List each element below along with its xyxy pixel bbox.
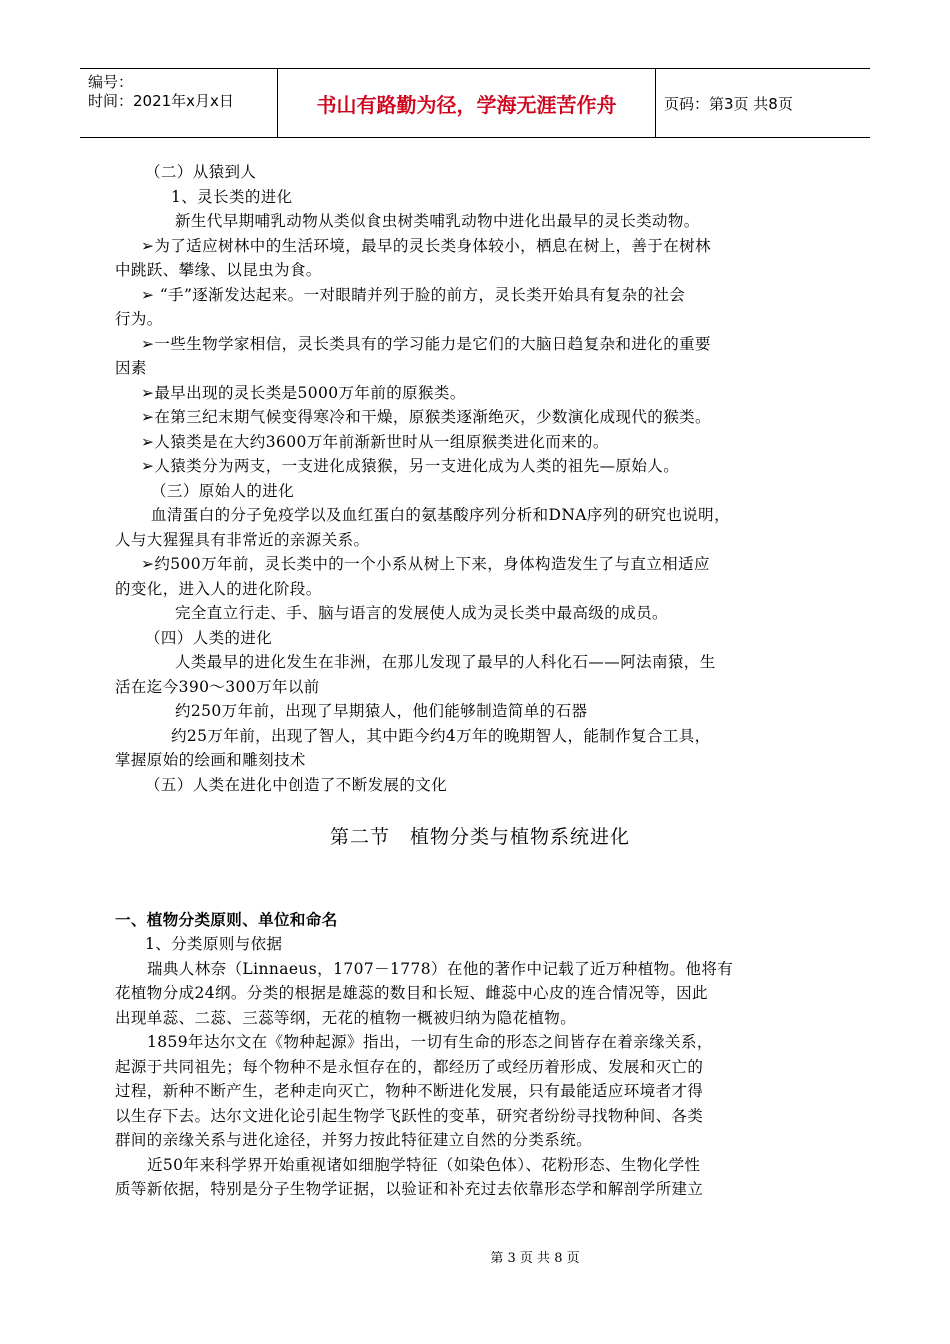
bullet-continuation: 中跳跃、攀缘、以昆虫为食。 bbox=[115, 261, 322, 279]
header-page-info: 页码：第3页 共8页 bbox=[664, 94, 793, 113]
paragraph-continuation: 群间的亲缘关系与进化途径，并努力按此特征建立自然的分类系统。 bbox=[115, 1131, 593, 1149]
paragraph: 人类最早的进化发生在非洲，在那儿发现了最早的人科化石——阿法南猿，生 bbox=[175, 653, 716, 671]
chapter-heading: 一、植物分类原则、单位和命名 bbox=[115, 910, 338, 929]
paragraph: 1859年达尔文在《物种起源》指出，一切有生命的形态之间皆存在着亲缘关系， bbox=[147, 1033, 713, 1051]
subsection-heading: （二）从猿到人 bbox=[145, 163, 257, 181]
paragraph-continuation: 过程，新种不断产生，老种走向灭亡，物种不断进化发展，只有最能适应环境者才得 bbox=[115, 1082, 704, 1100]
bullet-continuation: 行为。 bbox=[115, 310, 163, 328]
bullet-item: ➢一些生物学家相信，灵长类具有的学习能力是它们的大脑日趋复杂和进化的重要 bbox=[141, 334, 711, 353]
header-date-label: 时间：2021年x月x日 bbox=[88, 92, 234, 110]
bullet-item: ➢最早出现的灵长类是5000万年前的原猴类。 bbox=[141, 383, 466, 402]
subsection-heading: （三）原始人的进化 bbox=[151, 481, 295, 500]
paragraph: 血清蛋白的分子免疫学以及血红蛋白的氨基酸序列分析和DNA序列的研究也说明， bbox=[151, 506, 730, 524]
bullet-item: ➢人猿类是在大约3600万年前渐新世时从一组原猴类进化而来的。 bbox=[141, 432, 609, 451]
document-body bbox=[115, 160, 845, 1202]
paragraph: 完全直立行走、手、脑与语言的发展使人成为灵长类中最高级的成员。 bbox=[175, 604, 668, 622]
paragraph: 近50年来科学界开始重视诸如细胞学特征（如染色体）、花粉形态、生物化学性 bbox=[147, 1155, 701, 1174]
page-header bbox=[80, 68, 870, 138]
paragraph: 约25万年前，出现了智人，其中距今约4万年的晚期智人，能制作复合工具， bbox=[171, 726, 711, 745]
bullet-continuation: 因素 bbox=[115, 359, 147, 377]
paragraph-continuation: 活在迄今390～300万年以前 bbox=[115, 677, 320, 696]
page-footer: 第 3 页 共 8 页 bbox=[490, 1251, 580, 1266]
paragraph-continuation: 以生存下去。达尔文进化论引起生物学飞跃性的变革，研究者纷纷寻找物种间、各类 bbox=[115, 1106, 704, 1125]
bullet-item: ➢ “手”逐渐发达起来。一对眼睛并列于脸的前方，灵长类开始具有复杂的社会 bbox=[141, 285, 686, 304]
paragraph: 新生代早期哺乳动物从类似食虫树类哺乳动物中进化出最早的灵长类动物。 bbox=[175, 212, 700, 230]
header-motto: 书山有路勤为径，学海无涯苦作舟 bbox=[278, 69, 656, 137]
header-number-label: 编号： bbox=[88, 73, 134, 91]
subsection-heading: （四）人类的进化 bbox=[145, 628, 273, 647]
subsection-heading: （五）人类在进化中创造了不断发展的文化 bbox=[145, 775, 448, 794]
section-title: 第二节 植物分类与植物系统进化 bbox=[329, 826, 630, 848]
bullet-item: ➢约500万年前，灵长类中的一个小系从树上下来，身体构造发生了与直立相适应 bbox=[141, 555, 710, 573]
paragraph-continuation: 出现单蕊、二蕊、三蕊等纲，无花的植物一概被归纳为隐花植物。 bbox=[115, 1008, 577, 1027]
paragraph: 约250万年前，出现了早期猿人，他们能够制造简单的石器 bbox=[175, 702, 588, 720]
paragraph-continuation: 花植物分成24纲。分类的根据是雄蕊的数目和长短、雌蕊中心皮的连合情况等，因此 bbox=[115, 984, 708, 1002]
bullet-item: ➢在第三纪末期气候变得寒冷和干燥，原猴类逐渐绝灭，少数演化成现代的猴类。 bbox=[141, 408, 711, 426]
bullet-item: ➢为了适应树林中的生活环境，最早的灵长类身体较小，栖息在树上，善于在树林 bbox=[141, 236, 711, 255]
paragraph-continuation: 质等新依据，特别是分子生物学证据，以验证和补充过去依靠形态学和解剖学所建立 bbox=[115, 1180, 704, 1198]
paragraph-continuation: 起源于共同祖先；每个物种不是永恒存在的，都经历了或经历着形成、发展和灭亡的 bbox=[115, 1057, 704, 1076]
paragraph-continuation: 人与大猩猩具有非常近的亲源关系。 bbox=[115, 530, 370, 549]
bullet-item: ➢人猿类分为两支，一支进化成猿猴，另一支进化成为人类的祖先—原始人。 bbox=[141, 457, 680, 475]
paragraph: 瑞典人林奈（Linnaeus，1707－1778）在他的著作中记载了近万种植物。他将有 bbox=[147, 959, 734, 978]
header-left-cell bbox=[80, 69, 278, 137]
paragraph-continuation: 掌握原始的绘画和雕刻技术 bbox=[115, 751, 306, 769]
sub-heading: 1、分类原则与依据 bbox=[145, 935, 283, 953]
sub-heading: 1、灵长类的进化 bbox=[171, 187, 293, 206]
bullet-continuation: 的变化，进入人的进化阶段。 bbox=[115, 579, 322, 598]
